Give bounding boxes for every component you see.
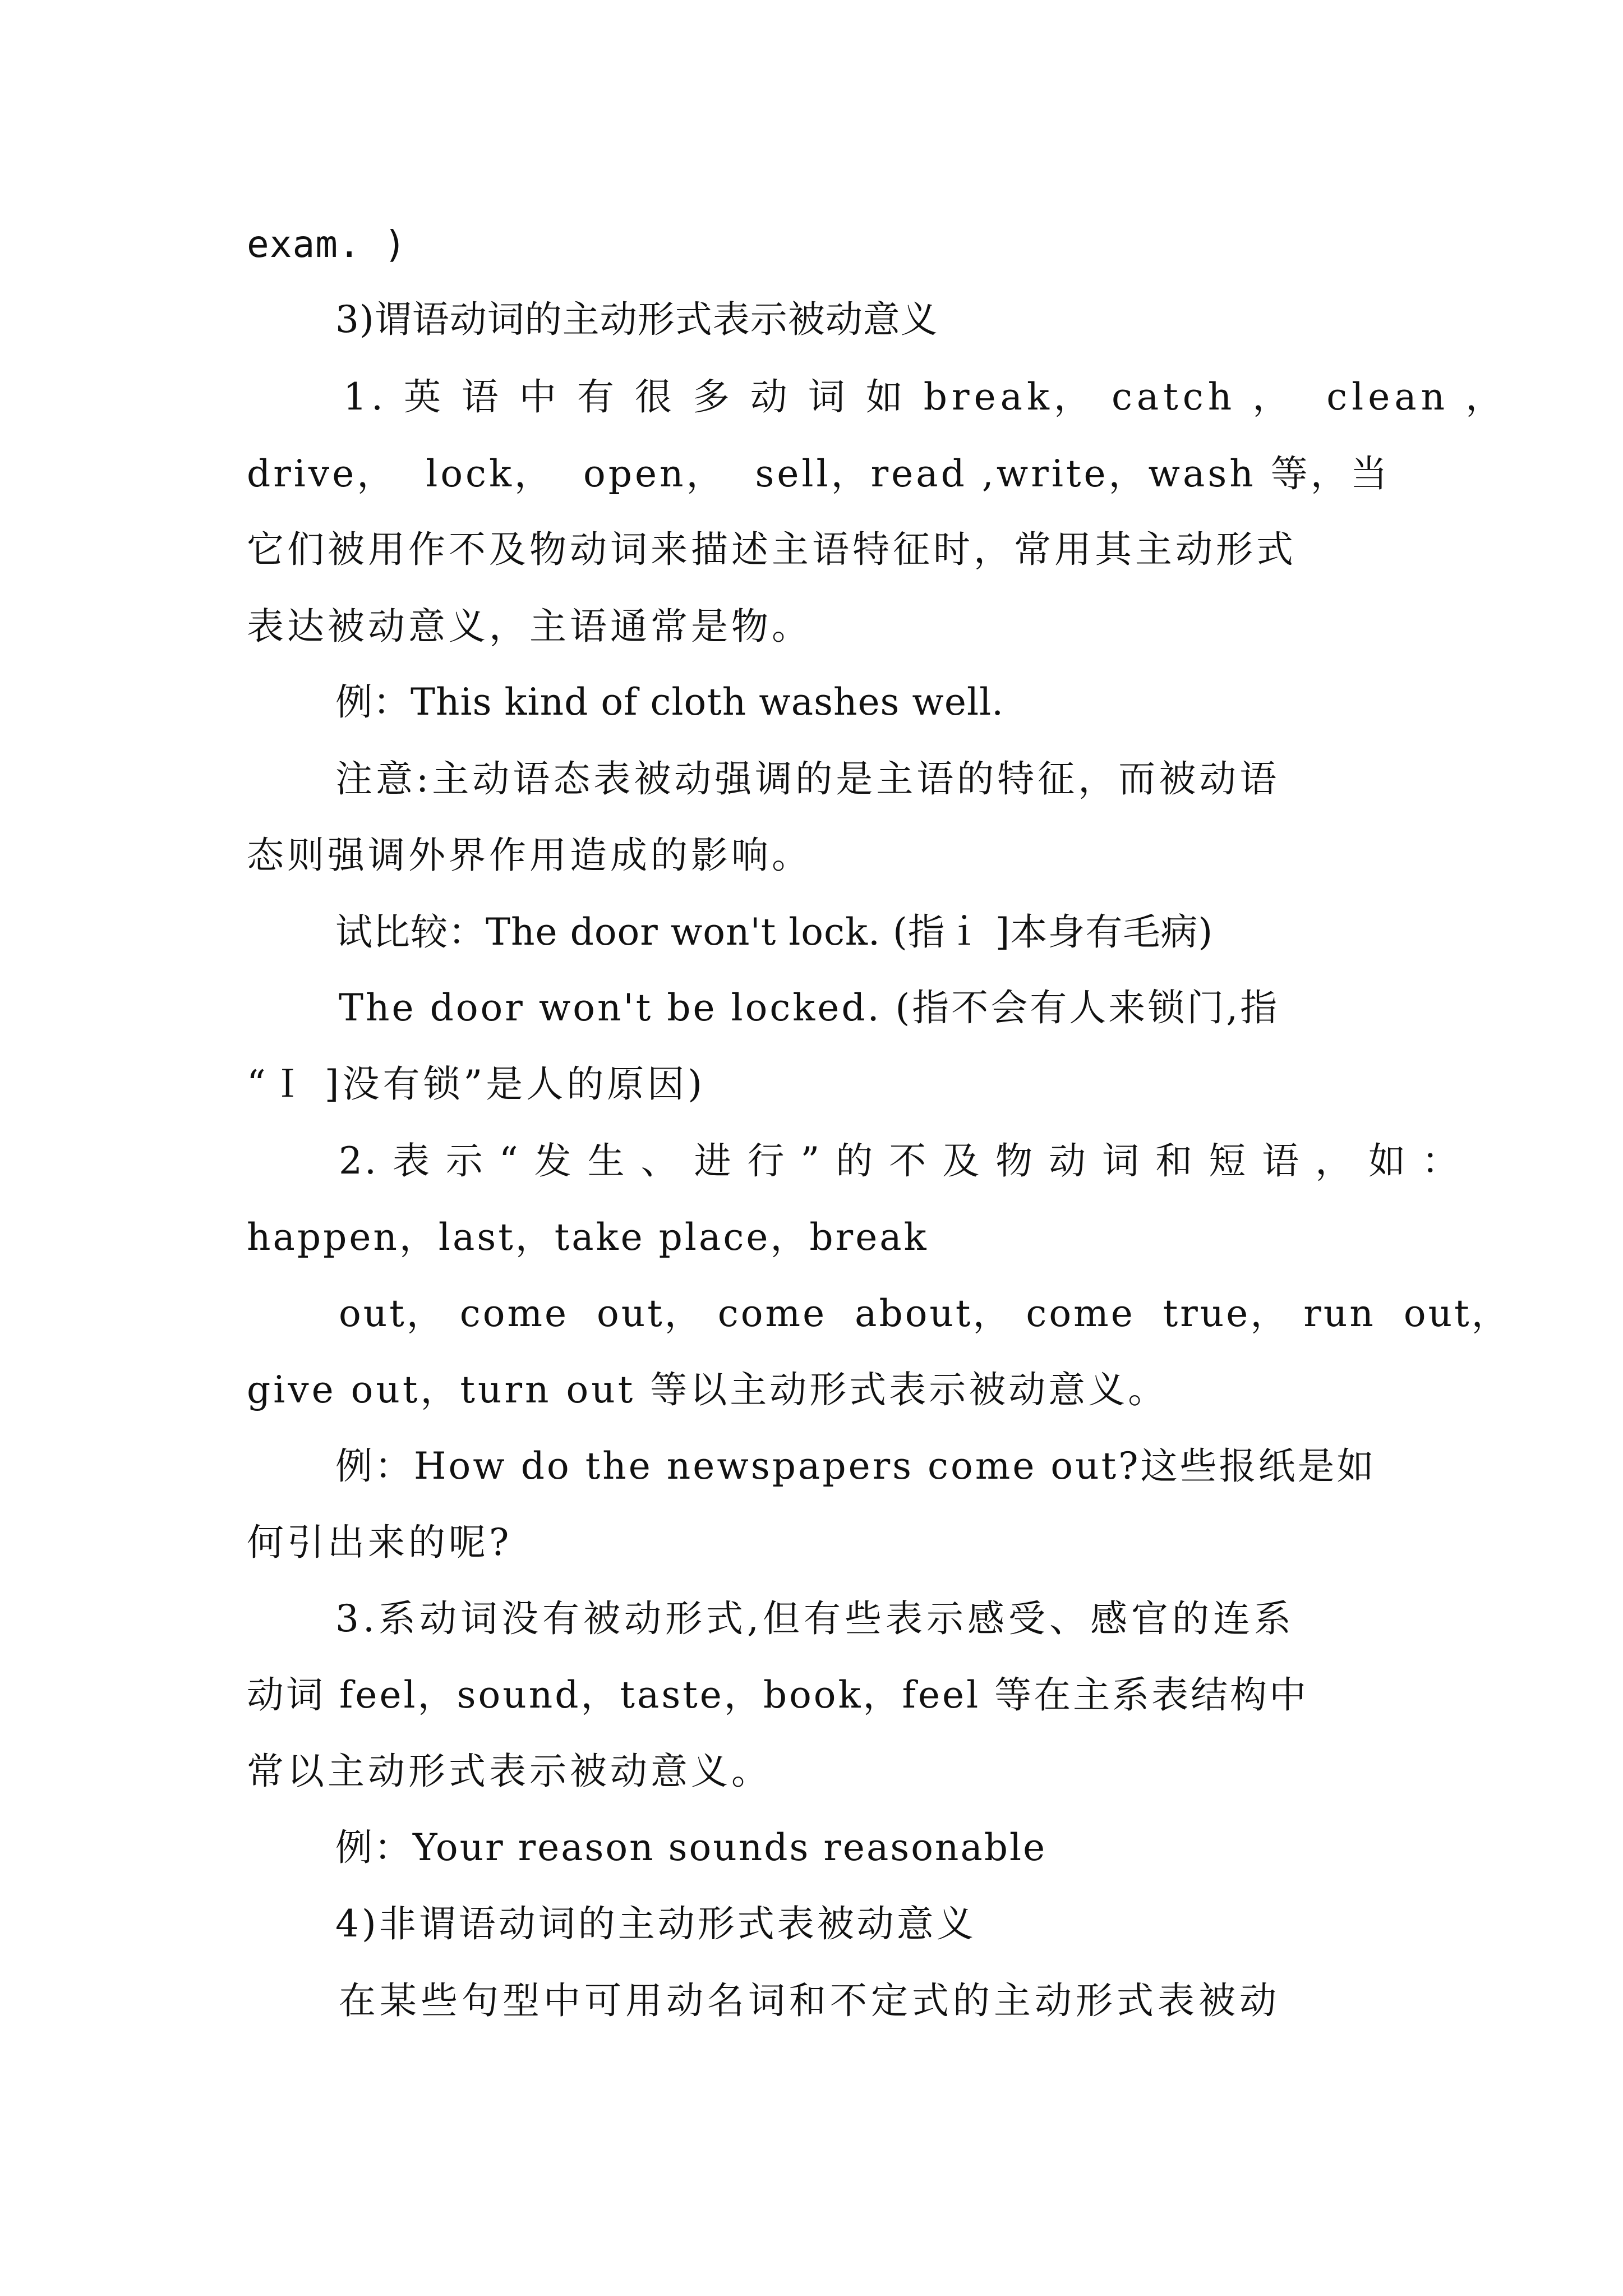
example-line: 例：Your reason sounds reasonable [335,1826,1047,1869]
text-line: 表达被动意义，主语通常是物。 [247,605,812,648]
text-line: exam. ) [247,223,407,266]
text-line: 它们被用作不及物动词来描述主语特征时，常用其主动形式 [247,528,1297,571]
text-line: happen，last，take place，break [247,1216,929,1259]
text-line: out， come out， come about， come true， run out， [339,1292,1511,1335]
text-line: 试比较：The door won't lock. (指ｉ ]本身有毛病) [335,910,1214,954]
text-line: 2. 表 示 “ 发 生 、 进 行 ” 的 不 及 物 动 词 和 短 语 ， 如 ： [339,1139,1461,1182]
section-heading: 4)非谓语动词的主动形式表被动意义 [335,1902,976,1945]
text-line: drive， lock， open， sell，read ,write，wash 等，当 [247,452,1390,495]
text-line: 在某些句型中可用动名词和不定式的主动形式表被动 [339,1979,1280,2022]
text-line: 动词 feel，sound，taste，book，feel 等在主系表结构中 [247,1673,1309,1717]
example-line: 例：How do the newspapers come out?这些报纸是如 [335,1444,1376,1488]
text-line: 1. 英 语 中 有 很 多 动 词 如 break， catch ， clean ， [343,375,1507,418]
text-line: 常以主动形式表示被动意义。 [247,1750,772,1793]
section-heading: 3)谓语动词的主动形式表示被动意义 [335,298,938,341]
text-line: 态则强调外界作用造成的影响。 [247,834,812,877]
text-line: give out，turn out 等以主动形式表示被动意义。 [247,1368,1168,1411]
text-line: The door won't be locked. (指不会有人来锁门,指 [339,986,1280,1029]
text-line: “Ｉ ]没有锁”是人的原因) [247,1062,706,1106]
example-line: 例：This kind of cloth washes well. [335,680,1004,724]
text-line: 何引出来的呢? [247,1521,513,1564]
text-line: 3.系动词没有被动形式,但有些表示感受、感官的连系 [335,1597,1295,1640]
text-line: 注意:主动语态表被动强调的是主语的特征，而被动语 [335,757,1280,800]
